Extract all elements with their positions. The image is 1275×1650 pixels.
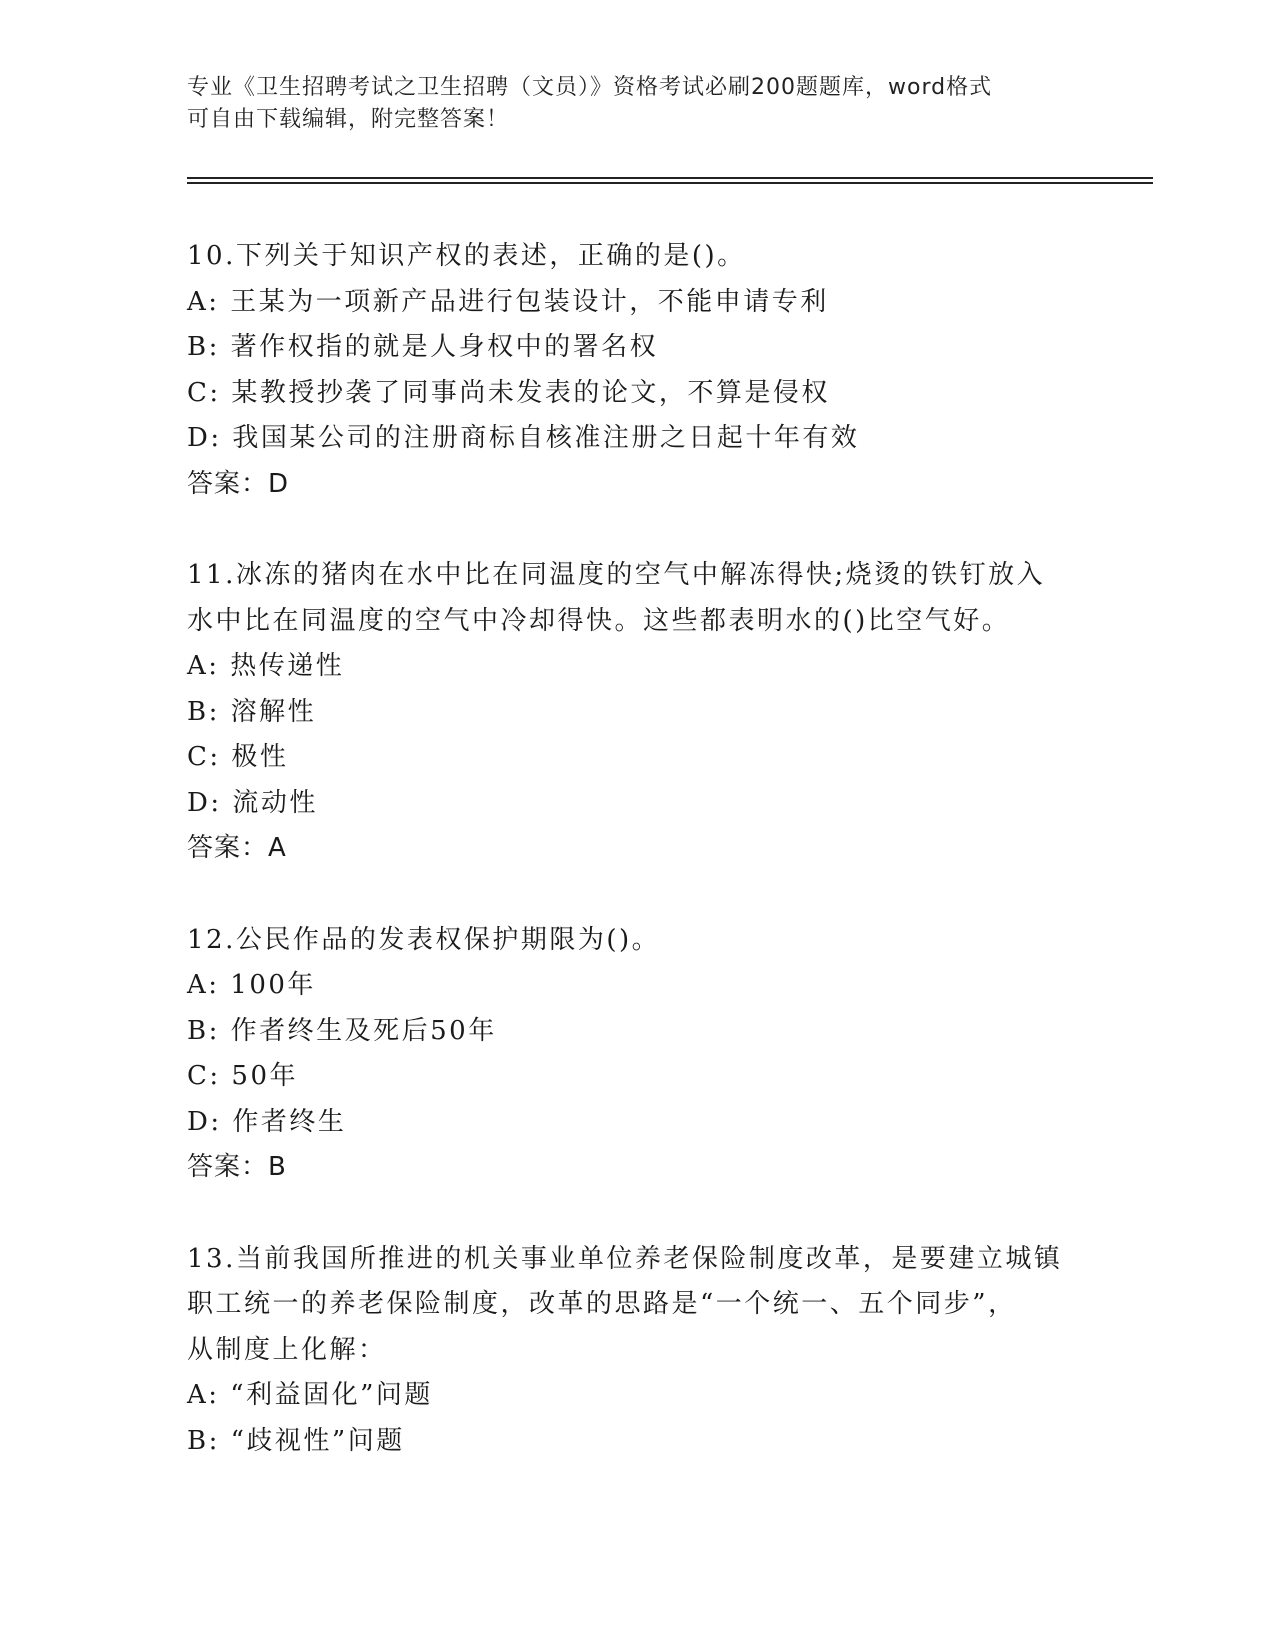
header-line-1: 专业《卫生招聘考试之卫生招聘（文员）》资格考试必刷200题题库，word格式 — [187, 75, 993, 100]
option-c: C: 某教授抄袭了同事尚未发表的论文，不算是侵权 — [187, 377, 830, 408]
option-d: D: 作者终生 — [187, 1106, 347, 1137]
question-stem — [187, 234, 1087, 280]
question-line: 11.冰冻的猪肉在水中比在同温度的空气中解冻得快;烧烫的铁钉放入 — [187, 560, 1046, 590]
question-line: 水中比在同温度的空气中冷却得快。这些都表明水的()比空气好。 — [187, 605, 1011, 636]
question-line: 13.当前我国所推进的机关事业单位养老保险制度改革，是要建立城镇 — [187, 1243, 1063, 1274]
question-line: 10.下列关于知识产权的表述，正确的是()。 — [187, 241, 746, 271]
answer-line: 答案：D — [187, 468, 290, 499]
question-stem — [187, 1237, 1087, 1374]
header-divider-top — [187, 177, 1153, 179]
answer-line: 答案：B — [187, 1152, 287, 1182]
option-a: A: 王某为一项新产品进行包装设计，不能申请专利 — [187, 286, 829, 317]
option-a: A: 热传递性 — [187, 651, 345, 681]
question-11 — [187, 553, 1087, 872]
question-12 — [187, 918, 1087, 1191]
question-13 — [187, 1237, 1087, 1465]
option-a: A: 100年 — [187, 970, 316, 1000]
question-stem — [187, 918, 1087, 964]
option-d: D: 流动性 — [187, 787, 318, 818]
option-d: D: 我国某公司的注册商标自核准注册之日起十年有效 — [187, 423, 860, 453]
option-c: C: 50年 — [187, 1061, 299, 1091]
option-b: B: “歧视性”问题 — [187, 1425, 405, 1456]
question-10 — [187, 234, 1087, 507]
option-a: A: “利益固化”问题 — [187, 1380, 433, 1410]
question-stem — [187, 553, 1087, 644]
header-divider-bottom — [187, 182, 1153, 184]
question-list — [187, 234, 1087, 1510]
header-line-2: 可自由下载编辑，附完整答案！ — [187, 107, 510, 132]
document-header — [187, 72, 1087, 136]
question-line: 职工统一的养老保险制度，改革的思路是“一个统一、五个同步”， — [187, 1289, 1017, 1319]
option-b: B: 著作权指的就是人身权中的署名权 — [187, 332, 659, 362]
option-c: C: 极性 — [187, 742, 289, 772]
question-line: 从制度上化解： — [187, 1334, 387, 1365]
question-line: 12.公民作品的发表权保护期限为()。 — [187, 924, 661, 955]
option-b: B: 作者终生及死后50年 — [187, 1015, 497, 1046]
answer-line: 答案：A — [187, 833, 287, 863]
option-b: B: 溶解性 — [187, 696, 317, 727]
